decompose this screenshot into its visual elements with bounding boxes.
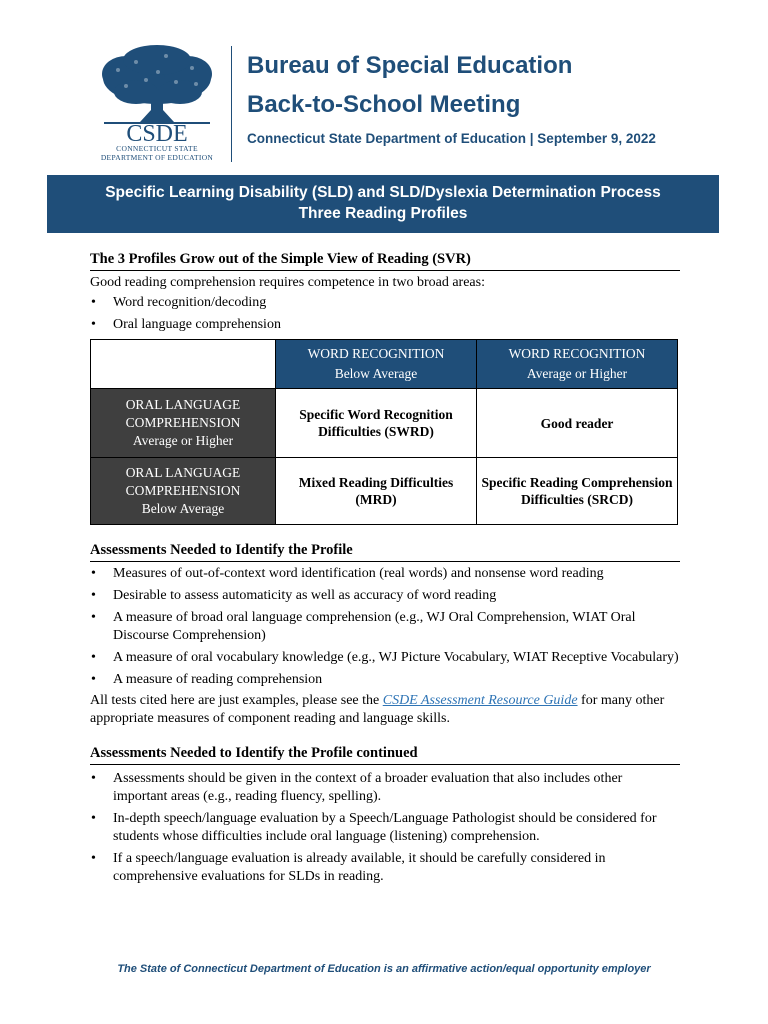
- profile-cell-swrd: Specific Word Recognition Difficulties (SWRD): [276, 389, 477, 458]
- svr-list: [90, 294, 680, 334]
- document-header: [0, 0, 768, 172]
- assessments-heading: Assessments Needed to Identify the Profile: [90, 541, 680, 562]
- svr-heading: The 3 Profiles Grow out of the Simple View of Reading (SVR): [90, 250, 680, 271]
- header-divider: [231, 46, 232, 162]
- list-item: • Oral language comprehension: [90, 316, 680, 334]
- tree-logo-icon: [96, 44, 218, 144]
- department-date-line: Connecticut State Department of Education | September 9, 2022: [247, 131, 656, 146]
- assessments-continued-heading: Assessments Needed to Identify the Profile continued: [90, 744, 680, 765]
- list-item: • In-depth speech/language evaluation by a Speech/Language Pathologist should be considered for students whose difficulties include oral language (listening) comprehension.: [90, 810, 680, 846]
- column-header-average-or-higher: WORD RECOGNITION Average or Higher: [477, 340, 678, 389]
- footer-statement: The State of Connecticut Department of Education is an affirmative action/equal opportunity employer: [117, 963, 651, 975]
- list-item: • Assessments should be given in the context of a broader evaluation that also includes other important areas (e.g., reading fluency, spelling).: [90, 770, 680, 806]
- list-item: • If a speech/language evaluation is already available, it should be carefully considered in comprehensive evaluations for SLDs in reading.: [90, 850, 680, 886]
- logo-caption-line1: CONNECTICUT STATE: [116, 144, 198, 153]
- list-item: • A measure of reading comprehension: [90, 671, 680, 689]
- table-corner-cell: [91, 340, 276, 389]
- title-banner: [47, 175, 719, 233]
- reading-profiles-table: [90, 339, 678, 525]
- profile-cell-srcd: Specific Reading Comprehension Difficulties (SRCD): [477, 458, 678, 525]
- assessments-continued-list: [90, 770, 680, 886]
- svg-text:CSDE: CSDE: [126, 121, 188, 144]
- page-subtitle: Back-to-School Meeting: [247, 91, 521, 118]
- logo-caption-line2: DEPARTMENT OF EDUCATION: [100, 153, 214, 162]
- row-header-average-or-higher: ORAL LANGUAGE COMPREHENSION Average or Higher: [91, 389, 276, 458]
- banner-line2: Three Reading Profiles: [298, 205, 468, 222]
- list-item: • A measure of broad oral language comprehension (e.g., WJ Oral Comprehension, WIAT Oral Discourse Comprehension): [90, 609, 680, 645]
- list-item: • Word recognition/decoding: [90, 294, 680, 312]
- profile-cell-mrd: Mixed Reading Difficulties (MRD): [276, 458, 477, 525]
- assessment-guide-link[interactable]: CSDE Assessment Resource Guide: [382, 693, 578, 708]
- svr-intro: Good reading comprehension requires competence in two broad areas:: [90, 275, 485, 290]
- banner-line1: Specific Learning Disability (SLD) and SLD/Dyslexia Determination Process: [105, 184, 661, 201]
- profile-cell-good-reader: Good reader: [477, 389, 678, 458]
- column-header-below-average: WORD RECOGNITION Below Average: [276, 340, 477, 389]
- page-title: Bureau of Special Education: [247, 52, 573, 79]
- list-item: • Measures of out-of-context word identification (real words) and nonsense word reading: [90, 565, 680, 583]
- row-header-below-average: ORAL LANGUAGE COMPREHENSION Below Average: [91, 458, 276, 525]
- assessments-list: [90, 565, 680, 689]
- list-item: • Desirable to assess automaticity as well as accuracy of word reading: [90, 587, 680, 605]
- csde-logo: [96, 44, 218, 164]
- examples-note: All tests cited here are just examples, please see the CSDE Assessment Resource Guide for many other appropriate measures of component reading and language skills.: [90, 693, 665, 726]
- main-content: [90, 250, 680, 886]
- list-item: • A measure of oral vocabulary knowledge (e.g., WJ Picture Vocabulary, WIAT Receptive Vocabulary): [90, 649, 680, 667]
